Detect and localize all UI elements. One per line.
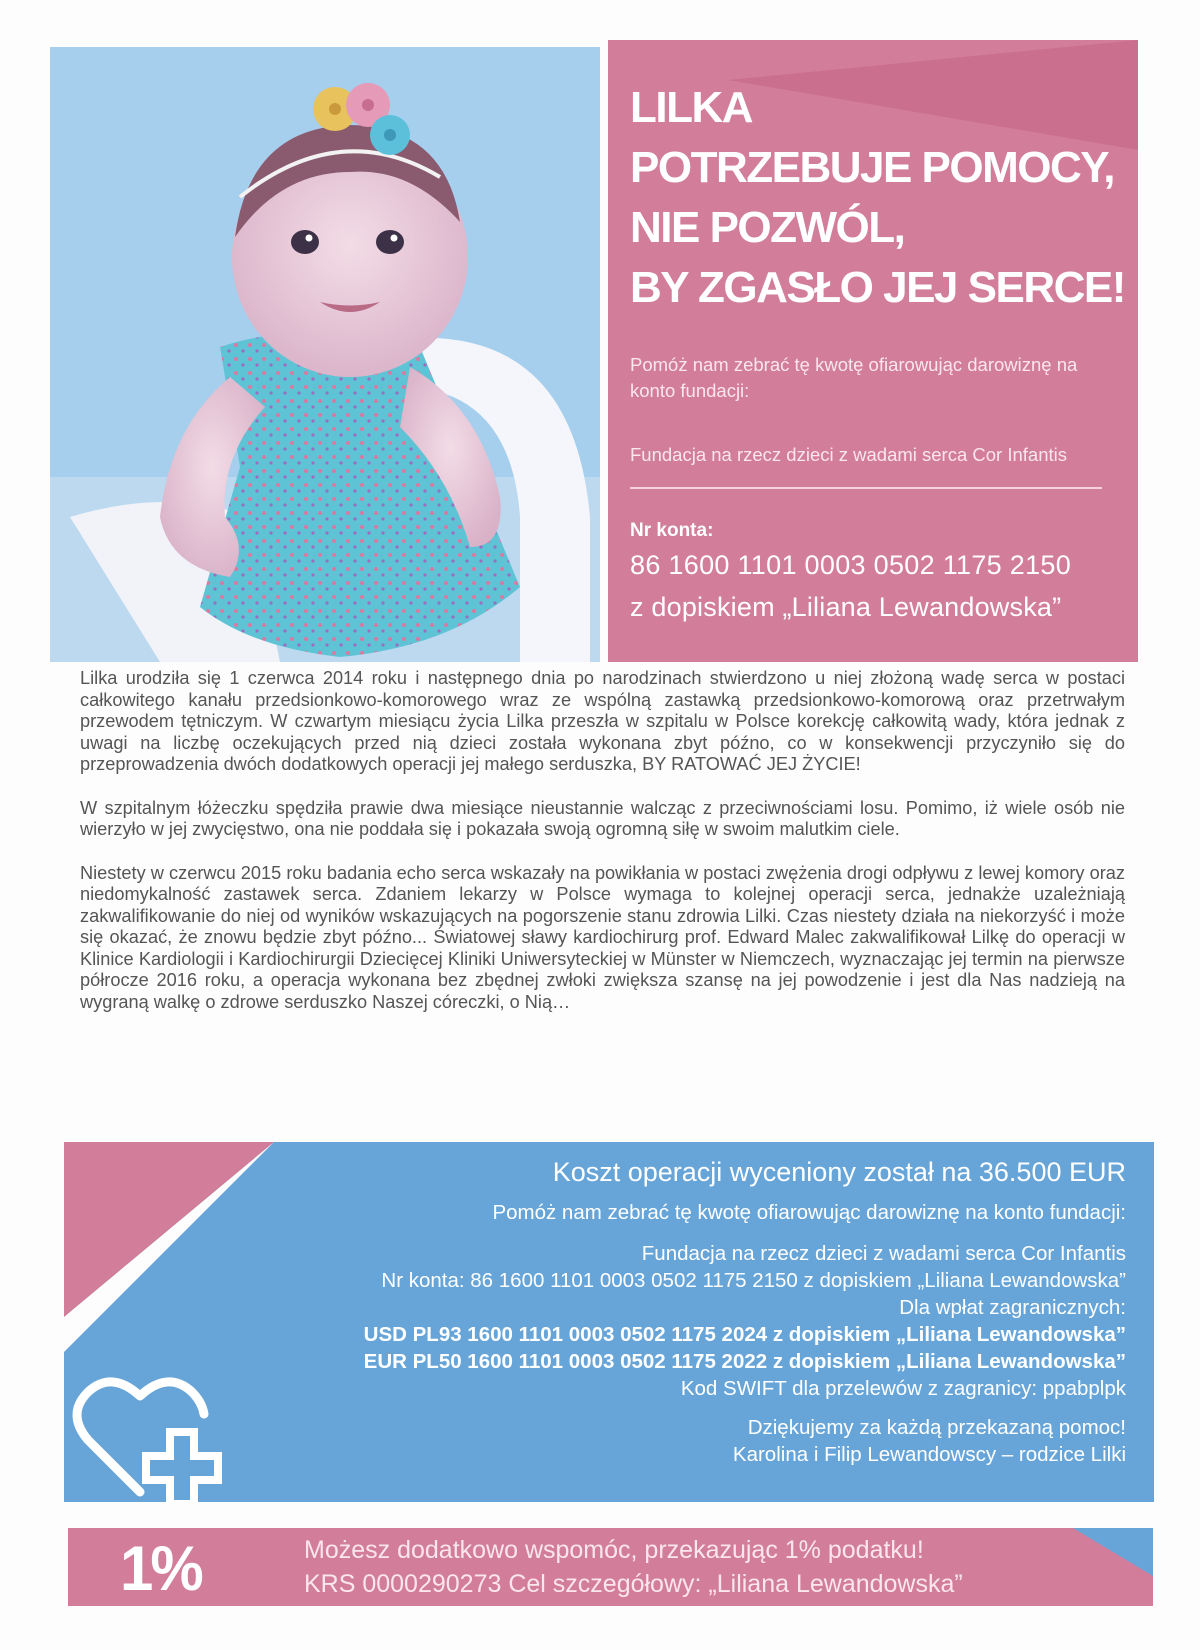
child-photo (50, 47, 600, 662)
eur-account: EUR PL50 1600 1101 0003 0502 1175 2022 z dopiskiem „Liliana Lewandowska” (363, 1350, 1126, 1373)
swift-code: Kod SWIFT dla przelewów z zagranicy: ppabplpk (680, 1377, 1126, 1400)
headline-line: LILKA (630, 83, 753, 132)
thanks-note: Dziękujemy za każdą przekazaną pomoc! (747, 1416, 1126, 1439)
headline-panel (608, 40, 1138, 662)
story-text (80, 668, 1125, 1035)
story-paragraph: Niestety w czerwcu 2015 roku badania echo serca wskazały na powikłania w postaci zwężenia drogi odpływu z lewej komory oraz niedomykalność zastawek serca. Zdaniem lekarzy w Polsce wymaga to kolejnej operacji serca, jednakże uzależniają zakwalifikowanie do niej od wyników wskazujących na pogorszenie stanu zdrowia Lilki. Czas niestety działa na niekorzyść i może się okazać, że znowu będzie zbyt późno... Światowej sławy kardiochirurg prof. Edward Malec zakwalifikował Lilkę do operacji w Klinice Kardiologii i Kardiochirurgii Dziecięcej Kliniki Uniwersyteckiej w Münster w Niemczech, wyznaczając jej termin na pierwsze półrocze 2016 roku, a operacja wykonana bez zbędnej zwłoki zwiększa szansę na jej powodzenie i jest dla Nas nadzieją na wygraną walkę o zdrowe serduszko Naszej córeczki, o Nią… (80, 862, 1125, 1012)
headline (630, 78, 1130, 318)
headline-line: POTRZEBUJE POMOCY, (630, 143, 1114, 192)
foreign-payments-label: Dla wpłat zagranicznych: (899, 1296, 1126, 1319)
tax-bar (68, 1528, 1153, 1606)
operation-cost: Koszt operacji wyceniony został na 36.500 EUR (552, 1157, 1126, 1187)
heart-plus-icon (70, 1362, 250, 1502)
donation-ask: Pomóż nam zebrać tę kwotę ofiarowując darowiznę na konto fundacji: (492, 1201, 1126, 1224)
divider (630, 487, 1102, 489)
donation-details (246, 1152, 1126, 1468)
krs-line: KRS 0000290273 Cel szczegółowy: „Liliana Lewandowska” (304, 1570, 963, 1598)
parents-signature: Karolina i Filip Lewandowscy – rodzice Lilki (732, 1443, 1126, 1466)
account-note: z dopiskiem „Liliana Lewandowska” (630, 592, 1062, 622)
panel-intro: Pomóż nam zebrać tę kwotę ofiarowując darowiznę na konto fundacji: (630, 354, 1078, 401)
donation-box (64, 1142, 1154, 1502)
headline-line: BY ZGASŁO JEJ SERCE! (630, 263, 1125, 312)
account-label: Nr konta: (630, 520, 714, 541)
account-line: Nr konta: 86 1600 1101 0003 0502 1175 2150 z dopiskiem „Liliana Lewandowska” (381, 1269, 1126, 1292)
tax-line: Możesz dodatkowo wspomóc, przekazując 1% podatku! (304, 1536, 924, 1564)
foundation-name: Fundacja na rzecz dzieci z wadami serca Cor Infantis (641, 1242, 1126, 1265)
one-percent-mark: 1% (120, 1533, 201, 1604)
headline-line: NIE POZWÓL, (630, 203, 905, 252)
usd-account: USD PL93 1600 1101 0003 0502 1175 2024 z dopiskiem „Liliana Lewandowska” (363, 1323, 1126, 1346)
panel-foundation-name: Fundacja na rzecz dzieci z wadami serca Cor Infantis (630, 444, 1067, 465)
story-paragraph: Lilka urodziła się 1 czerwca 2014 roku i następnego dnia po narodzinach stwierdzono u niej złożoną wadę serca w postaci całkowitego kanału przedsionkowo-komorowego wraz ze wspólną zastawką przedsionkowo-komorową oraz przetrwałym przewodem tętniczym. W czwartym miesiącu życia Lilka przeszła w szpitalu w Polsce korekcję całkowitą wady, która jednak z uwagi na liczbę oczekujących przed nią dzieci została wykonana zbyt późno, co w konsekwencji przyczyniło się do przeprowadzenia dwóch dodatkowych operacji jej małego serduszka, BY RATOWAĆ JEJ ŻYCIE! (80, 668, 1125, 774)
tax-info (304, 1533, 1104, 1601)
story-paragraph: W szpitalnym łóżeczku spędziła prawie dwa miesiące nieustannie walcząc z przeciwnościami losu. Pomimo, iż wiele osób nie wierzyło w jej zwycięstwo, ona nie poddała się i pokazała swoją ogromną siłę w swoim malutkim ciele. (80, 797, 1125, 839)
account-number: 86 1600 1101 0003 0502 1175 2150 (630, 550, 1072, 580)
